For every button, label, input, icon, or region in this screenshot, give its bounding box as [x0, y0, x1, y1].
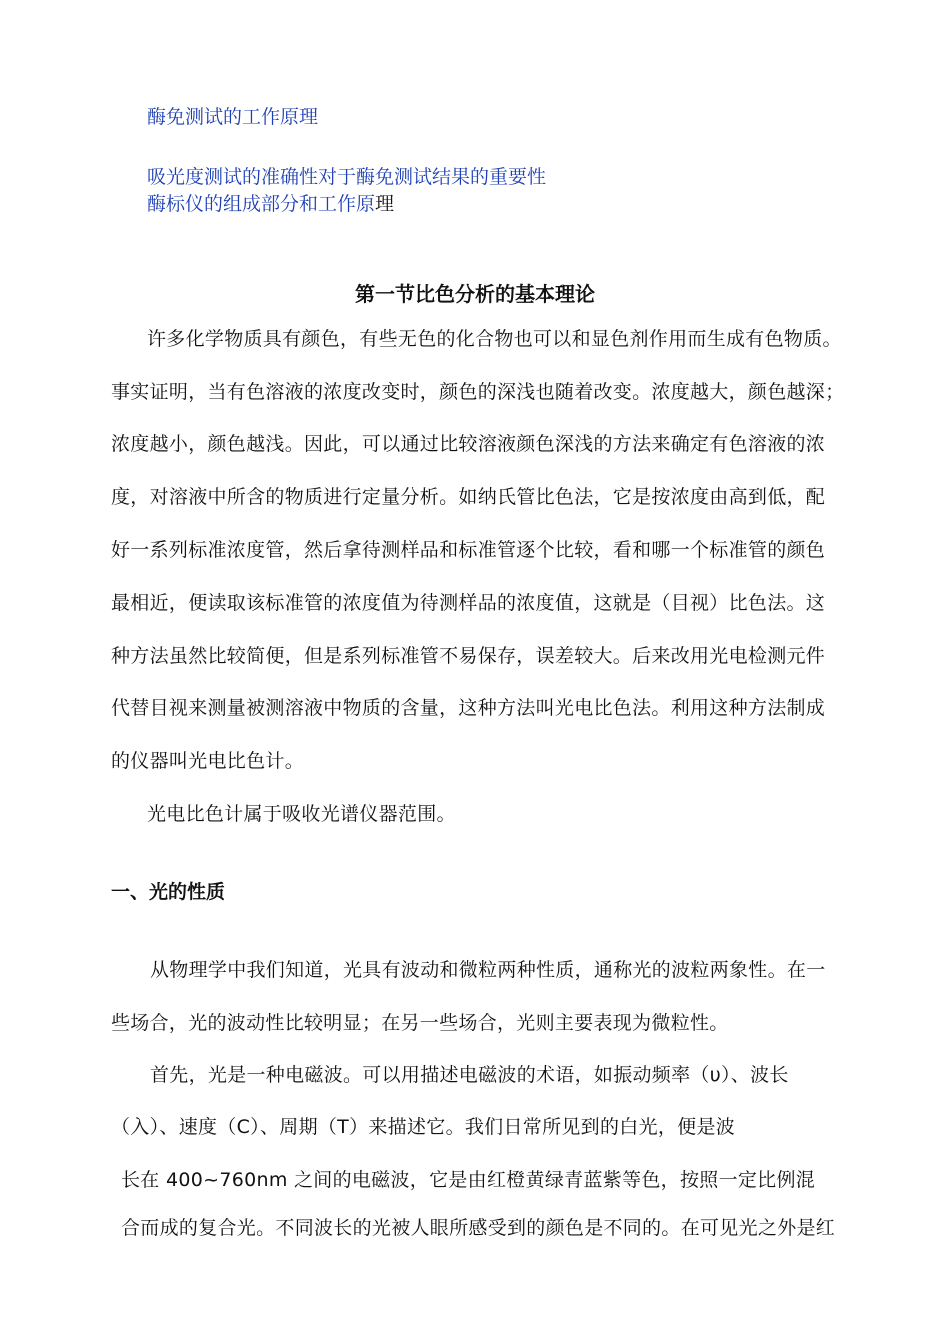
- section-title: 第一节比色分析的基本理论: [355, 282, 595, 306]
- paragraph-line: 从物理学中我们知道，光具有波动和微粒两种性质，通称光的波粒两象性。在一: [150, 959, 826, 981]
- paragraph-line: 光电比色计属于吸收光谱仪器范围。: [147, 803, 456, 825]
- paragraph-line: 最相近，便读取该标准管的浓度值为待测样品的浓度值，这就是（目视）比色法。这: [111, 592, 826, 614]
- paragraph-line: 许多化学物质具有颜色，有些无色的化合物也可以和显色剂作用而生成有色物质。: [147, 328, 842, 350]
- paragraph-line: 的仪器叫光电比色计。: [111, 750, 305, 772]
- paragraph-line: 度，对溶液中所含的物质进行定量分析。如纳氏管比色法，它是按浓度由高到低，配: [111, 486, 826, 508]
- toc-link-label: 酶标仪的组成部分和工作原: [147, 193, 376, 215]
- toc-link-enzyme-immunoassay-principle[interactable]: 酶免测试的工作原理: [147, 106, 319, 128]
- paragraph-line: 些场合，光的波动性比较明显；在另一些场合，光则主要表现为微粒性。: [111, 1012, 729, 1034]
- toc-link-absorbance-accuracy[interactable]: 吸光度测试的准确性对于酶免测试结果的重要性: [147, 166, 547, 188]
- toc-link-microplate-reader-components[interactable]: [147, 193, 394, 215]
- paragraph-line: 种方法虽然比较简便，但是系列标准管不易保存，误差较大。后来改用光电检测元件: [111, 645, 826, 667]
- paragraph-line: 首先，光是一种电磁波。可以用描述电磁波的术语，如振动频率（υ）、波长: [150, 1064, 789, 1086]
- paragraph-line: （入）、速度（C）、周期（T）来描述它。我们日常所见到的白光，便是波: [111, 1116, 736, 1138]
- paragraph-line: 好一系列标准浓度管，然后拿待测样品和标准管逐个比较，看和哪一个标准管的颜色: [111, 539, 826, 561]
- paragraph-line: 代替目视来测量被测溶液中物质的含量，这种方法叫光电比色法。利用这种方法制成: [111, 697, 826, 719]
- toc-link-tail: 理: [375, 193, 395, 215]
- paragraph-line: 浓度越小，颜色越浅。因此，可以通过比较溶液颜色深浅的方法来确定有色溶液的浓: [111, 433, 826, 455]
- paragraph-line: 事实证明，当有色溶液的浓度改变时，颜色的深浅也随着改变。浓度越大，颜色越深；: [111, 381, 845, 403]
- paragraph-line: 长在 400~760nm 之间的电磁波，它是由红橙黄绿青蓝紫等色，按照一定比例混: [121, 1169, 816, 1191]
- subsection-heading: 一、光的性质: [111, 881, 226, 903]
- paragraph-line: 合而成的复合光。不同波长的光被人眼所感受到的颜色是不同的。在可见光之外是红: [121, 1217, 836, 1239]
